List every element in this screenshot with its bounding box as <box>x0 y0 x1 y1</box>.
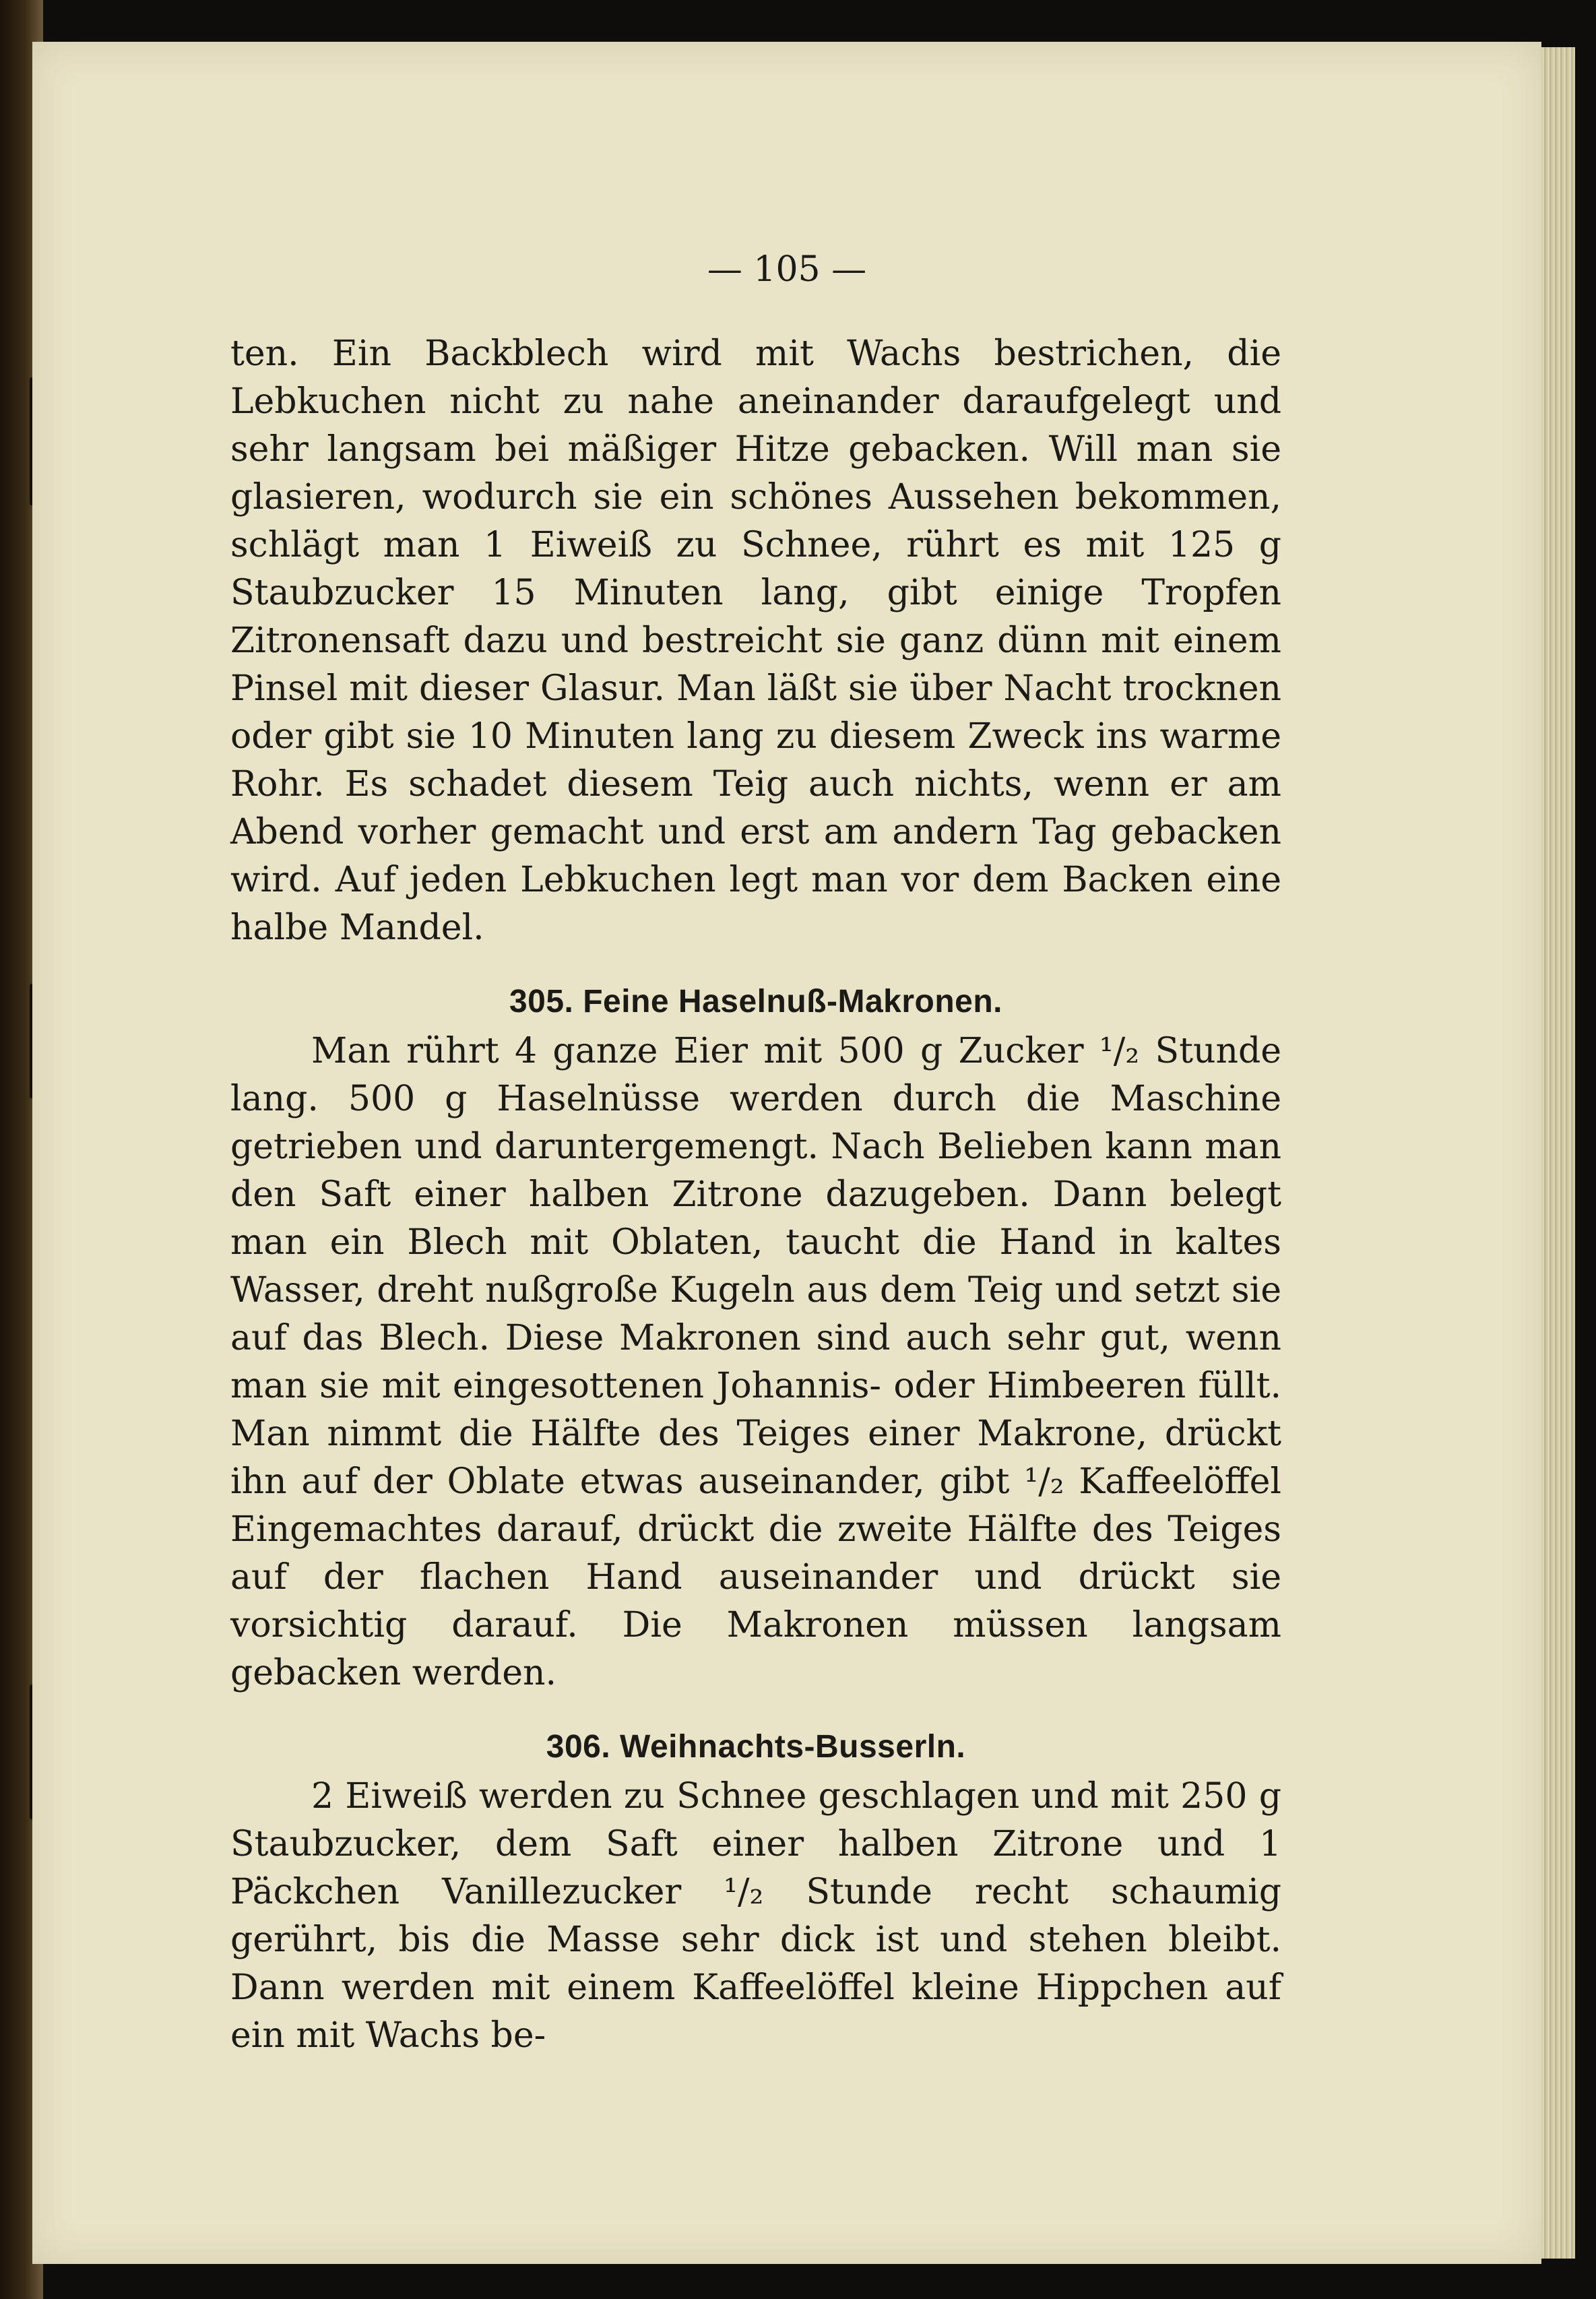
recipe-text-305: Man rührt 4 ganze Eier mit 500 g Zucker ¹/₂ Stunde lang. 500 g Haselnüsse werden durch die Maschine getrieben und daruntergemengt. Nach Belieben kann man den Saft einer halben Zitrone dazugeben. Dann belegt man ein Blech mit Oblaten, taucht die Hand in kaltes Wasser, dreht nußgroße Kugeln aus dem Teig und setzt sie auf das Blech. Diese Makronen sind auch sehr gut, wenn man sie mit eingesottenen Johannis- oder Himbeeren füllt. Man nimmt die Hälfte des Teiges einer Makrone, drückt ihn auf der Oblate etwas auseinander, gibt ¹/₂ Kaffeelöffel Eingemachtes darauf, drückt die zweite Hälfte des Teiges auf der flachen Hand auseinander und drückt sie vorsichtig darauf. Die Makronen müssen langsam gebacken werden. <box>230 1031 1281 1693</box>
page-edges <box>1541 47 1575 2259</box>
recipe-heading-306: 306. Weihnachts-Busserln. <box>546 1729 966 1765</box>
recipe-heading-305: 305. Feine Haselnuß-Makronen. <box>509 984 1003 1019</box>
continued-paragraph: ten. Ein Backblech wird mit Wachs bestrichen, die Lebkuchen nicht zu nahe aneinander daraufgelegt und sehr langsam bei mäßiger Hitze gebacken. Will man sie glasieren, wodurch sie ein schönes Aussehen bekommen, schlägt man 1 Eiweiß zu Schnee, rührt es mit 125 g Staubzucker 15 Minuten lang, gibt einige Tropfen Zitronensaft dazu und bestreicht sie ganz dünn mit einem Pinsel mit dieser Glasur. Man läßt sie über Nacht trocknen oder gibt sie 10 Minuten lang zu diesem Zweck ins warme Rohr. Es schadet diesem Teig auch nichts, wenn er am Abend vorher gemacht und erst am andern Tag gebacken wird. Auf jeden Lebkuchen legt man vor dem Backen eine halbe Mandel. <box>230 334 1281 948</box>
recipe-text-306: 2 Eiweiß werden zu Schnee geschlagen und mit 250 g Staubzucker, dem Saft einer halben Zitrone und 1 Päckchen Vanillezucker ¹/₂ Stunde recht schaumig gerührt, bis die Masse sehr dick ist und stehen bleibt. Dann werden mit einem Kaffeelöffel kleine Hippchen auf ein mit Wachs be- <box>230 1776 1281 2056</box>
book-page <box>32 42 1541 2264</box>
text-block <box>230 330 1281 2060</box>
page-number: — 105 — <box>707 249 867 290</box>
